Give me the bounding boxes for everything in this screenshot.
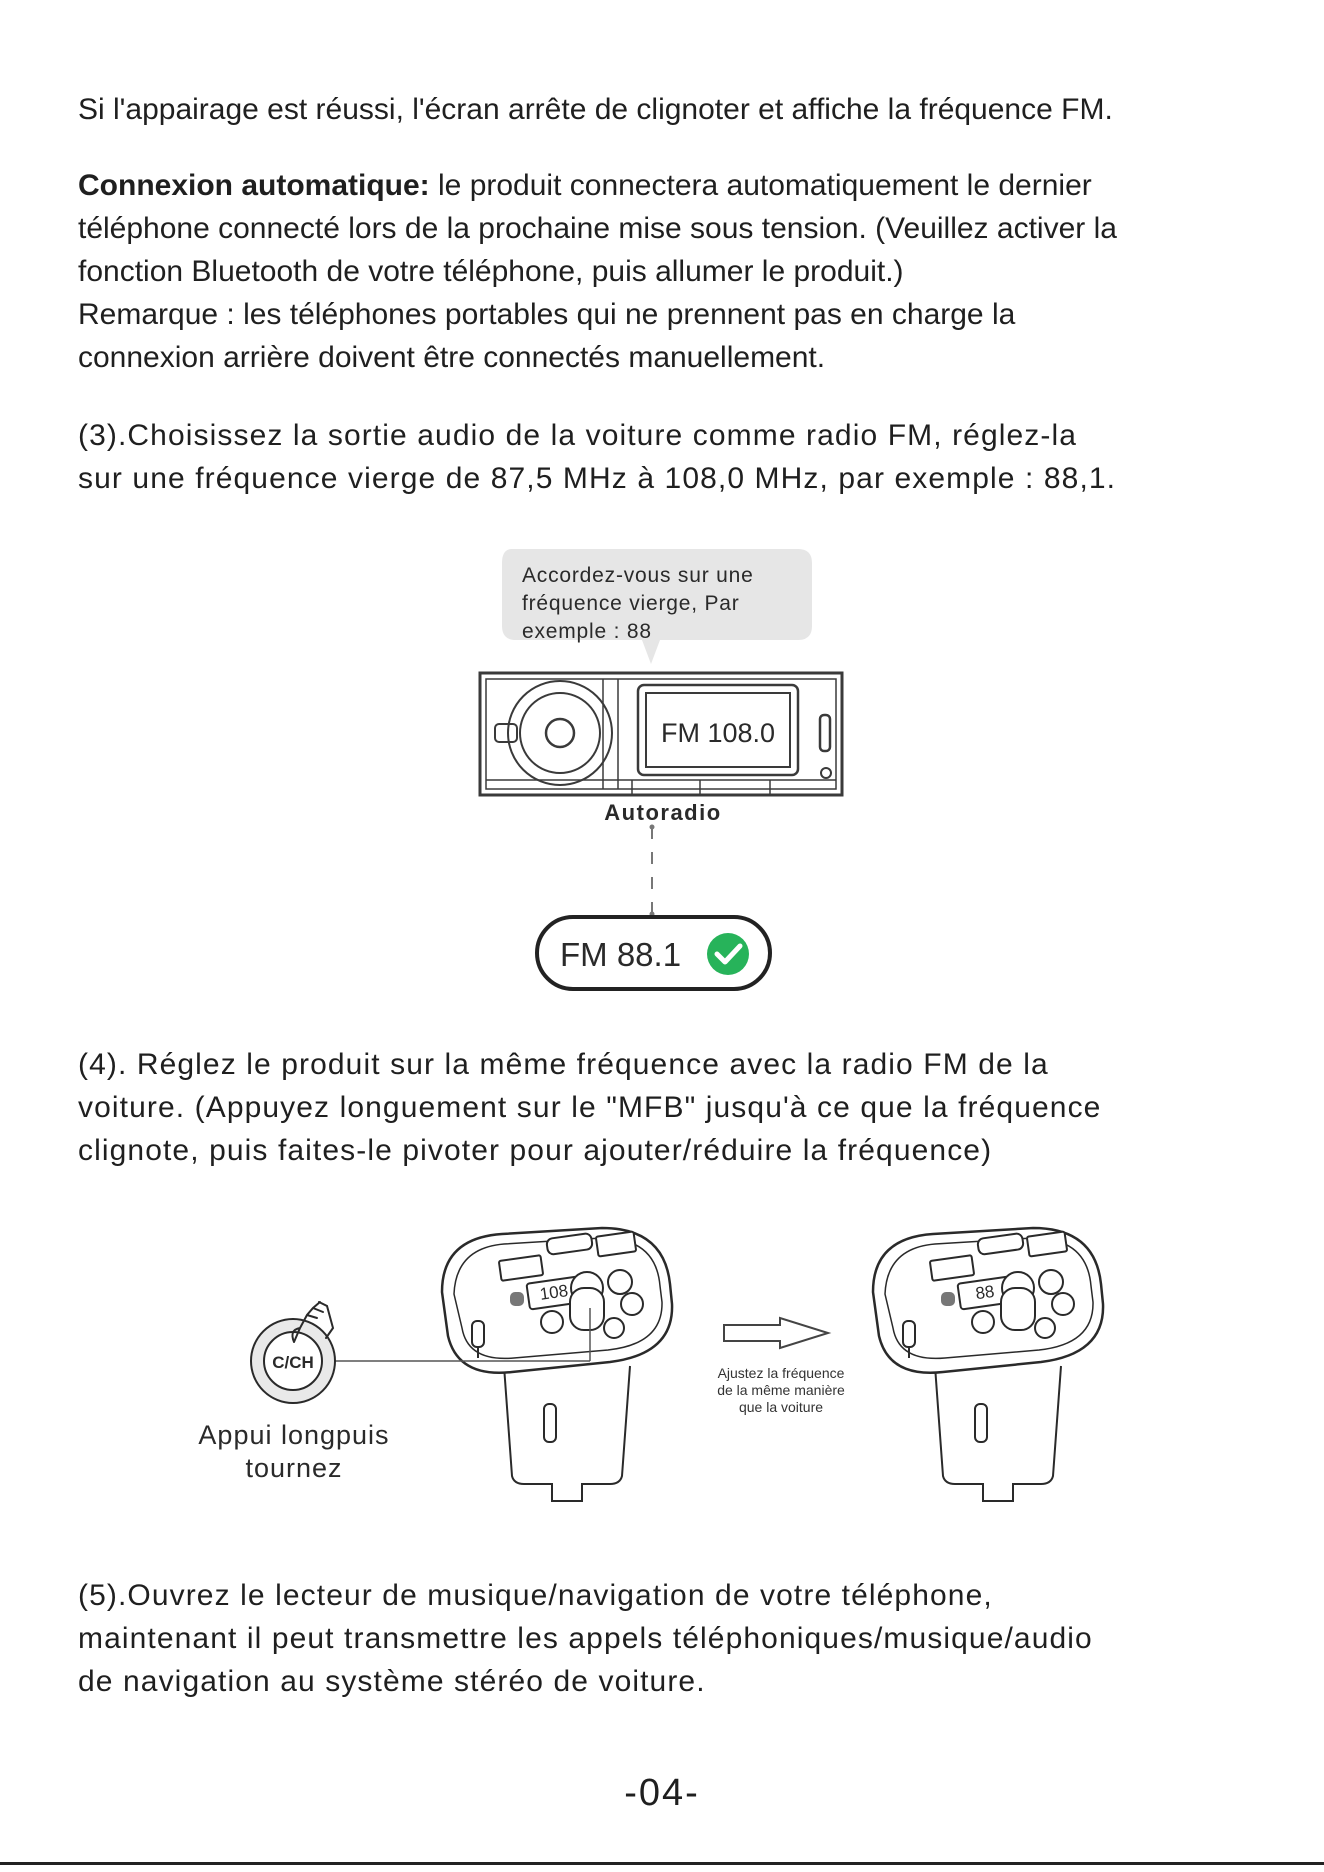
caption-line: tournez [245, 1453, 343, 1483]
auto-connection-heading: Connexion automatique: [78, 169, 430, 202]
fm-frequency-badge [537, 917, 770, 989]
page-number: -04- [624, 1772, 700, 1814]
step-4-paragraph [78, 1043, 1258, 1172]
right-arrow-icon [724, 1318, 828, 1348]
device-after-illustration [873, 1228, 1103, 1501]
paragraph-line: (3).Choisissez la sortie audio de la voiture comme radio FM, réglez-la [78, 419, 1078, 452]
pairing-success-paragraph [78, 88, 1258, 131]
bubble-line: exemple : 88 [522, 620, 652, 643]
paragraph-line: fonction Bluetooth de votre téléphone, puis allumer le produit.) [78, 255, 904, 288]
step-5-paragraph [78, 1574, 1258, 1703]
bubble-line: Accordez-vous sur une [522, 564, 754, 587]
device-display-text: 108 [538, 1281, 570, 1304]
auto-connection-paragraph [78, 164, 1258, 379]
arrow-note-line: que la voiture [738, 1399, 824, 1415]
paragraph-line: maintenant il peut transmettre les appels téléphoniques/musique/audio [78, 1622, 1093, 1655]
paragraph-line [78, 164, 1258, 207]
paragraph-line: Remarque : les téléphones portables qui ne prennent pas en charge la [78, 298, 1016, 331]
paragraph-line: Si l'appairage est réussi, l'écran arrête de clignoter et affiche la fréquence FM. [78, 93, 1113, 126]
radio-display-text: FM 108.0 [660, 718, 776, 748]
bubble-line: fréquence vierge, Par [522, 592, 740, 615]
speech-bubble [502, 549, 812, 664]
paragraph-line: voiture. (Appuyez longuement sur le "MFB" jusqu'à ce que la fréquence [78, 1091, 1102, 1124]
paragraph-line: clignote, puis faites-le pivoter pour ajouter/réduire la fréquence) [78, 1134, 993, 1167]
arrow-note-line: de la même manière [717, 1382, 845, 1398]
dashed-connector [650, 825, 655, 917]
badge-text: FM 88.1 [560, 936, 682, 973]
arrow-note-line: Ajustez la fréquence [717, 1365, 845, 1381]
checkmark-icon [707, 933, 749, 975]
paragraph-text: le produit connectera automatiquement le dernier [429, 169, 1092, 202]
device-before-illustration [442, 1228, 672, 1501]
paragraph-line: (5).Ouvrez le lecteur de musique/navigation de votre téléphone, [78, 1579, 993, 1612]
mfb-button-label: C/CH [272, 1353, 314, 1372]
fm-transmitter-figure [0, 1210, 1324, 1520]
paragraph-line: (4). Réglez le produit sur la même fréquence avec la radio FM de la [78, 1048, 1049, 1081]
paragraph-line: sur une fréquence vierge de 87,5 MHz à 108,0 MHz, par exemple : 88,1. [78, 462, 1117, 495]
paragraph-line: de navigation au système stéréo de voiture. [78, 1665, 706, 1698]
step-3-paragraph [78, 414, 1258, 500]
autoradio-label: Autoradio [604, 800, 722, 825]
car-radio-figure [0, 540, 1324, 1000]
paragraph-line: connexion arrière doivent être connectés manuellement. [78, 341, 826, 374]
paragraph-line: téléphone connecté lors de la prochaine mise sous tension. (Veuillez activer la [78, 212, 1117, 245]
caption-line: Appui longpuis [198, 1420, 390, 1450]
bottom-rule [0, 1862, 1324, 1865]
device-display-text: 88 [974, 1281, 996, 1304]
